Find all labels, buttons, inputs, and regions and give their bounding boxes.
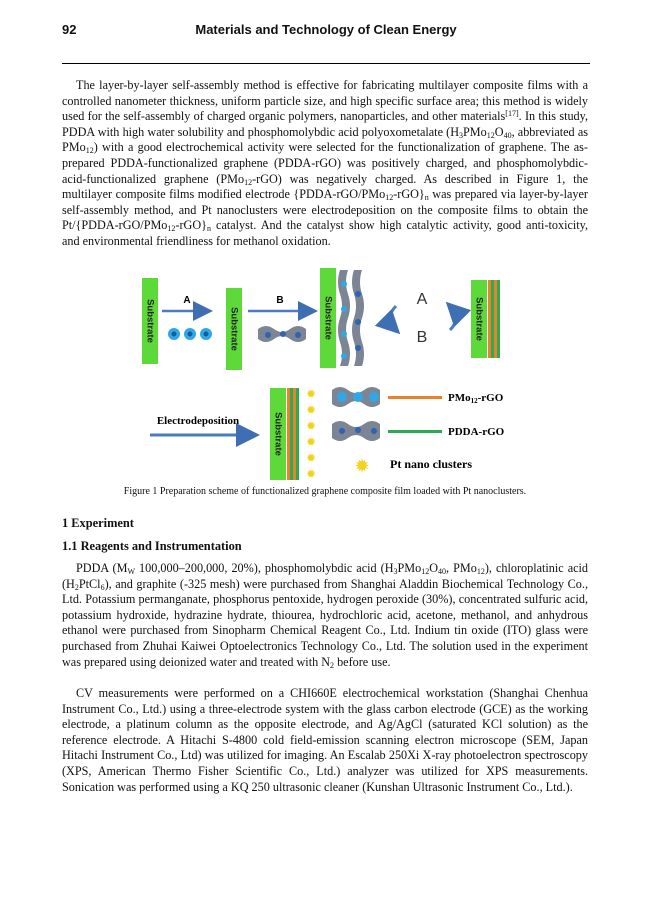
- legend-pt: Pt nano clusters: [390, 457, 472, 471]
- preparation-scheme-figure: [128, 264, 550, 482]
- svg-text:✹: ✹: [305, 419, 317, 433]
- substrate-1: [142, 278, 158, 364]
- svg-text:✹: ✹: [305, 435, 317, 449]
- arrow-b-label: B: [276, 295, 284, 306]
- electrodeposition-label: Electrodeposition: [156, 415, 240, 427]
- arrow-b: [248, 295, 313, 311]
- page-number: 92: [62, 22, 77, 37]
- substrate-label: Substrate: [228, 307, 240, 351]
- pt-clusters-on-film: [306, 387, 316, 481]
- arrow-a-label: A: [183, 295, 191, 306]
- subsection-heading: 1.1 Reagents and Instrumentation: [62, 539, 242, 553]
- substrate-label: Substrate: [473, 297, 485, 341]
- legend: [332, 387, 505, 476]
- arrow-a: [162, 295, 208, 311]
- substrate-label: Substrate: [144, 299, 156, 343]
- substrate-2: [226, 288, 242, 370]
- section-heading: 1 Experiment: [62, 516, 134, 530]
- svg-text:✹: ✹: [305, 387, 317, 401]
- legend-pdda: PDDA-rGO: [448, 426, 505, 438]
- page-header: [62, 22, 590, 42]
- substrate-label: Substrate: [272, 412, 284, 456]
- cycle-b-label: B: [416, 329, 428, 346]
- figure-caption: Figure 1 Preparation scheme of functionalized graphene composite film loaded with Pt nanoclusters.: [123, 486, 527, 497]
- substrate-3: [320, 268, 364, 368]
- header-rule: [62, 63, 590, 64]
- svg-text:✹: ✹: [305, 403, 317, 417]
- cycle-a-label: A: [416, 291, 428, 308]
- substrate-4: [471, 280, 500, 358]
- journal-title: Materials and Technology of Clean Energy: [195, 22, 457, 37]
- pdda-legend-line: [388, 430, 442, 433]
- instrumentation-paragraph: CV measurements were performed on a CHI660E electrochemical workstation (Shanghai Chenhua Instrument Co., Ltd.) using a three-electrode system with the glass carbon electrode (GCE) as the working electrode, a platinum column as the opposite electrode, and Ag/AgCl (saturated KCl solution) as the reference electrode. A Hitachi S-4800 cold field-emission scanning electron microscope (SEM, Japan Hitachi Instrument Co., Ltd) was utilized for imaging. An Escalab 250Xi X-ray photoelectron spectroscopy (XPS, American Thermo Fisher Scientific Co., Ltd.) analyzer was utilized for XPS measurements. Sonication was performed using a KQ 250 ultrasonic cleaner (Kunshan Ultrasonic Instrument Co., Ltd.).: [62, 686, 588, 794]
- svg-text:✹: ✹: [305, 467, 317, 481]
- pmo-clusters: [168, 328, 212, 340]
- cycle-arrows: [390, 291, 456, 346]
- substrate-5: [270, 388, 299, 480]
- reagents-paragraph: PDDA ($M_W$ 100,000–200,000, 20%), phosphomolybdic acid ($H_3PMo_{12}O_{40}$, PMo$_{12}$), chloroplatinic acid $(H_2PtCl_6)$, and graphite (-325 mesh) were purchased from Shanghai Aladdin Biochemical Technology Co., Ltd. Potassium permanganate, phosphorus pentoxide, hydrogen peroxide (30%), concentrated sulfuric acid, potassium hydroxide, hydrazine hydrate, thiourea, hydrochloric acid, acetone, methanol, and anhydrous ethanol were purchased from Sinopharm Chemical Reagent Co., Ltd. Indium tin oxide (ITO) glass were purchased from Zhuhai Kaiwei Optoelectronics Technology Co., Ltd. The solution used in the experiment was prepared using deionized water and treated with $N_2$ before use.: [62, 561, 589, 670]
- electrodeposition-step: [150, 415, 254, 435]
- svg-text:✹: ✹: [305, 451, 317, 465]
- intro-paragraph: The layer-by-layer self-assembly method is effective for fabricating multilayer composite films with a controlled nanometer thickness, uniform particle size, and high specific surface area; this method is widely used for the self-assembly of charged organic polymers, nanoparticles, and other materials[17]. In this study, PDDA with high water solubility and phosphomolybdic acid polyoxometalate ($H_3PMo_{12}O_{40}$, abbreviated as PMo$_{12}$) with a good electrochemical activity were selected for the functionalization of graphene. The as-prepared PDDA-functionalized graphene (PDDA-rGO) was positively charged, and phosphomolybdic-acid-functionalized graphene (PMo$_{12}$-rGO) was negatively charged. As described in Figure 1, the multilayer composite films modified electrode $\{PDDA-rGO/PMo_{12}-rGO\}_n$ was prepared via layer-by-layer self-assembly method, and Pt nanoclusters were electrodeposition on the composite films to obtain the $Pt/\{PDDA-rGO/PMo_{12}-rGO\}_n$ catalyst. And the catalyst show high catalytic activity, good anti-toxicity, and environmental friendliness for methanol oxidation.: [62, 78, 588, 248]
- legend-pmo: PMo12-rGO: [448, 392, 504, 405]
- pdda-sheet: [258, 326, 306, 342]
- pmo-legend-line: [388, 396, 442, 399]
- sun-icon: ✹: [354, 456, 370, 476]
- substrate-label: Substrate: [322, 296, 334, 340]
